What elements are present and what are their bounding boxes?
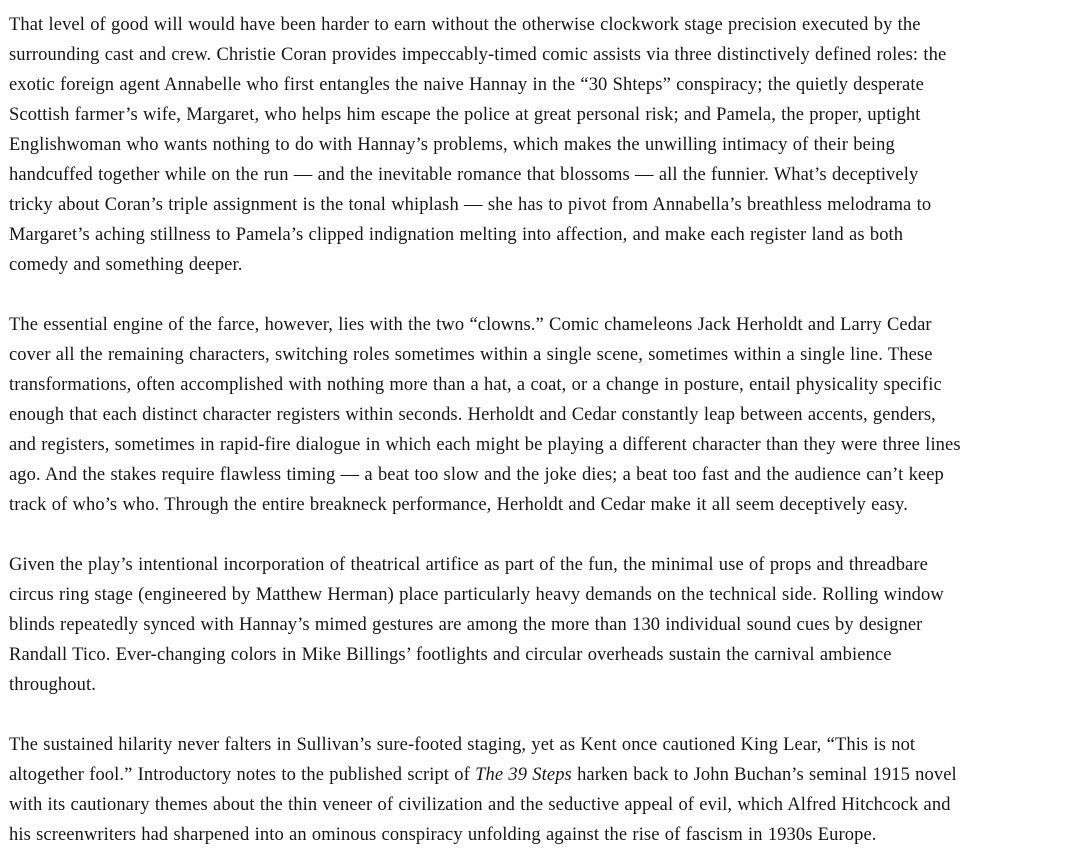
play-title: The 39 Steps [475, 765, 572, 785]
paragraph-closing [9, 730, 967, 850]
paragraph-cast-and-crew: That level of good will would have been harder to earn without the otherwise clockwork stage precision executed by the surrounding cast and crew. Christie Coran provides impeccably-timed comic assists via three distinctively defined roles: the exotic foreign agent Annabelle who first entangles the naive Hannay in the “30 Shteps” conspiracy; the quietly desperate Scottish farmer’s wife, Margaret, who helps him escape the police at great personal risk; and Pamela, the proper, uptight Englishwoman who wants nothing to do with Hannay’s problems, which makes the unwilling intimacy of their being handcuffed together while on the run — and the inevitable romance that blossoms — all the funnier. What’s deceptively tricky about Coran’s triple assignment is the tonal whiplash — she has to pivot from Annabella’s breathless melodrama to Margaret’s aching stillness to Pamela’s clipped indignation melting into affection, and make each register land as both comedy and something deeper. [9, 15, 947, 275]
paragraph-technical-side: Given the play’s intentional incorporation of theatrical artifice as part of the fun, the minimal use of props and threadbare circus ring stage (engineered by Matthew Herman) place particularly heavy demands on the technical side. Rolling window blinds repeatedly synced with Hannay’s mimed gestures are among the more than 130 individual sound cues by designer Randall Tico. Ever-changing colors in Mike Billings’ footlights and circular overheads sustain the carnival ambience throughout. [9, 555, 944, 695]
paragraph-clowns: The essential engine of the farce, however, lies with the two “clowns.” Comic chameleons Jack Herholdt and Larry Cedar cover all the remaining characters, switching roles sometimes within a single scene, sometimes within a single line. These transformations, often accomplished with nothing more than a hat, a coat, or a change in posture, entail physicality specific enough that each distinct character registers within seconds. Herholdt and Cedar constantly leap between accents, genders, and registers, sometimes in rapid-fire dialogue in which each might be playing a different character than they were three lines ago. And the stakes require flawless timing — a beat too slow and the joke dies; a beat too fast and the audience can’t keep track of who’s who. Through the entire breakneck performance, Herholdt and Cedar make it all seem deceptively easy. [9, 315, 961, 515]
paragraph-text-before-title: The sustained hilarity never falters in Sullivan’s sure-footed staging, yet as Kent once cautioned King Lear, “This is not altogether fool.” Introductory notes to the published script of [9, 735, 916, 785]
paragraph-text-after-title: harken back to John Buchan’s seminal 1915 novel with its cautionary themes about the thin veneer of civilization and the seductive appeal of evil, which Alfred Hitchcock and his screenwriters had sharpened into an ominous conspiracy unfolding against the rise of fascism in 1930s Europe. [9, 765, 957, 845]
